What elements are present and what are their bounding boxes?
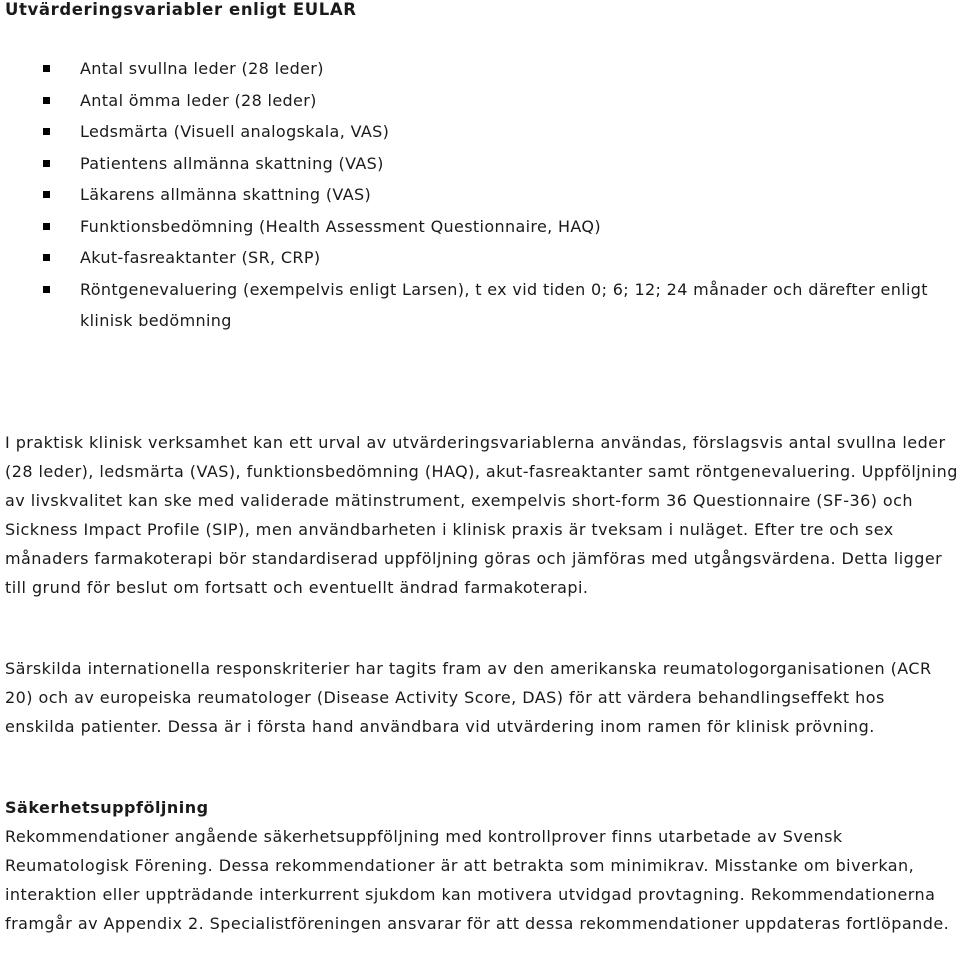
list-item-text: Funktionsbedömning (Health Assessment Questionnaire, HAQ): [80, 216, 601, 236]
paragraph-safety-followup: Rekommendationer angående säkerhetsuppföljning med kontrollprover finns utarbetade av Svensk Reumatologisk Förening. Dessa rekommendationer är att betrakta som minimikrav. Misstanke om biverkan, interaktion eller uppträdande interkurrent sjukdom kan motivera utvidgad provtagning. Rekommendationerna framgår av Appendix 2. Specialistföreningen ansvarar för att dessa rekommendationer uppdateras fortlöpande.: [5, 827, 950, 933]
list-item-text: Patientens allmänna skattning (VAS): [80, 153, 384, 173]
list-item: [0, 116, 960, 148]
paragraph-response-criteria: Särskilda internationella responskriterier har tagits fram av den amerikanska reumatologorganisationen (ACR 20) och av europeiska reumatologer (Disease Activity Score, DAS) för att värdera behandlingseffekt hos enskilda patienter. Dessa är i första hand användbara vid utvärdering inom ramen för klinisk prövning.: [5, 659, 932, 736]
section-title-safety: Säkerhetsuppföljning: [5, 798, 209, 817]
list-item: [0, 211, 960, 243]
list-item-text: Akut-fasreaktanter (SR, CRP): [80, 248, 321, 267]
list-item-text: Röntgenevaluering (exempelvis enligt Larsen), t ex vid tiden 0; 6; 12; 24 månader och därefter enligt klinisk bedömning: [80, 279, 928, 330]
square-bullet-icon: [43, 254, 50, 261]
square-bullet-icon: [43, 286, 50, 293]
square-bullet-icon: [43, 223, 50, 230]
paragraph-clinical-practice: I praktisk klinisk verksamhet kan ett urval av utvärderingsvariablerna användas, förslagsvis antal svullna leder (28 leder), ledsmärta (VAS), funktionsbedömning (HAQ), akut-fasreaktanter samt röntgenevaluering. Uppföljning av livskvalitet kan ske med validerade mätinstrument, exempelvis short-form 36 Questionnaire (SF-36) och Sickness Impact Profile (SIP), men användbarheten i klinisk praxis är tveksam i nuläget. Efter tre och sex månaders farmakoterapi bör standardiserad uppföljning göras och jämföras med utgångsvärdena. Detta ligger till grund för beslut om fortsatt och eventuellt ändrad farmakoterapi.: [5, 433, 958, 597]
list-item: [0, 148, 960, 180]
list-item-text: Antal svullna leder (28 leder): [80, 59, 324, 78]
section-title-eular: Utvärderingsvariabler enligt EULAR: [5, 0, 357, 19]
list-item-text: Ledsmärta (Visuell analogskala, VAS): [80, 122, 390, 141]
list-item: [0, 85, 960, 117]
square-bullet-icon: [43, 65, 50, 72]
square-bullet-icon: [43, 191, 50, 198]
list-item-text: Läkarens allmänna skattning (VAS): [80, 185, 372, 204]
list-item: [0, 242, 960, 274]
list-item-text: Antal ömma leder (28 leder): [80, 90, 317, 110]
list-item: [0, 274, 960, 337]
square-bullet-icon: [43, 128, 50, 135]
evaluation-variables-list: [0, 53, 960, 337]
square-bullet-icon: [43, 97, 50, 104]
list-item: [0, 53, 960, 85]
square-bullet-icon: [43, 160, 50, 167]
list-item: [0, 179, 960, 211]
